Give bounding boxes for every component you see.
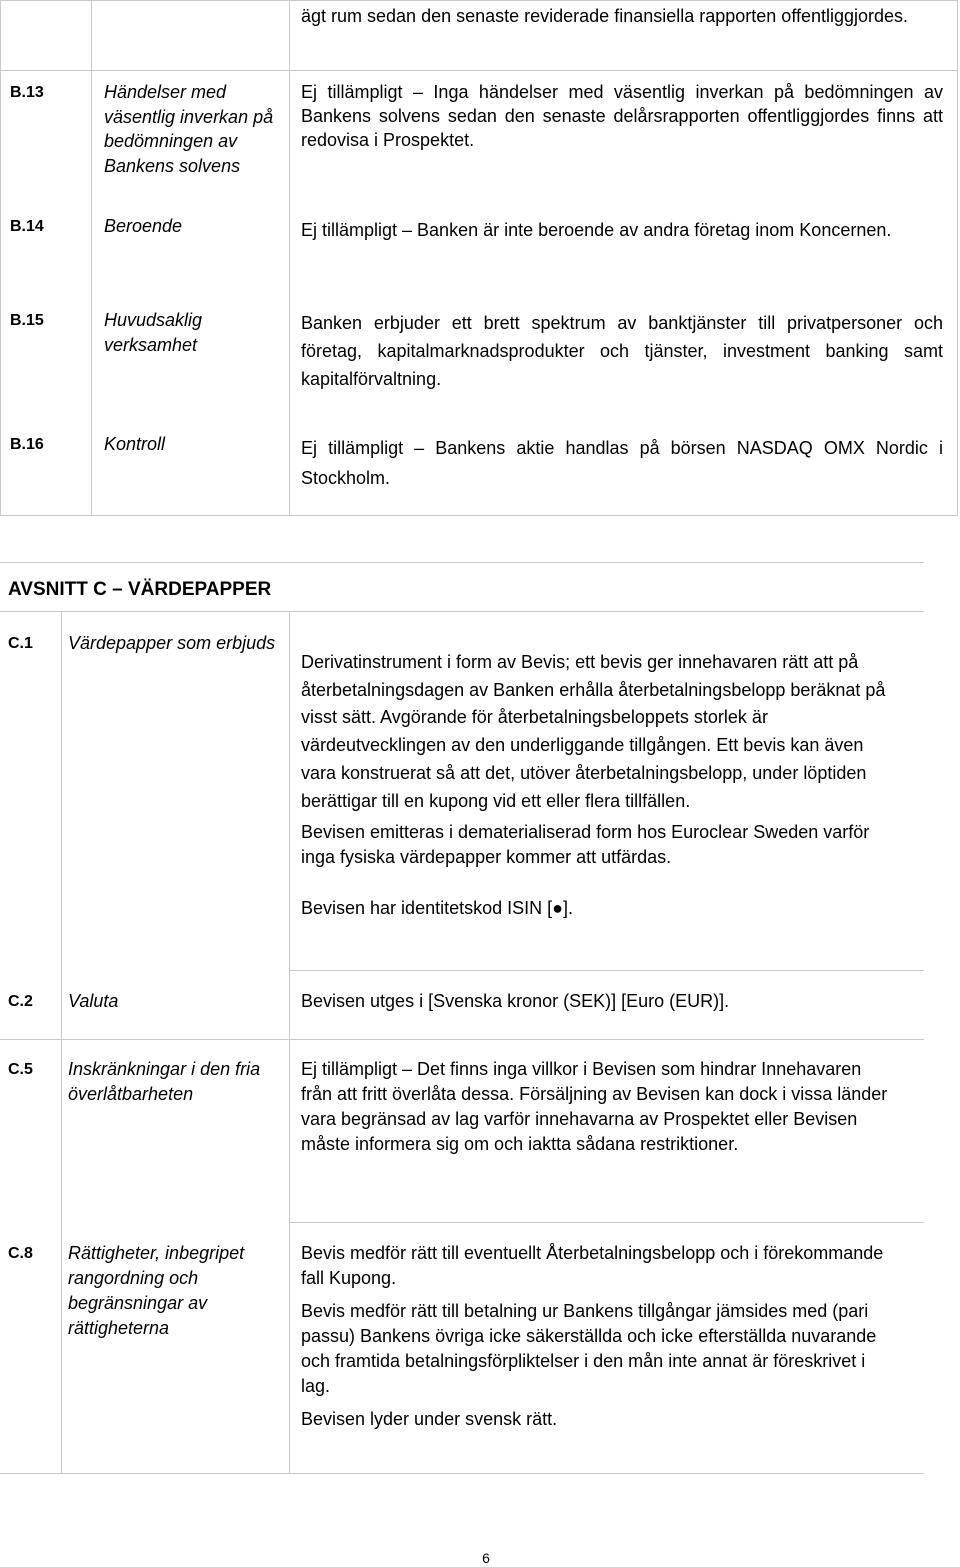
paragraph: Bevisen har identitetskod ISIN [●]. (301, 898, 574, 919)
row-text: Ej tillämpligt – Banken är inte beroende av andra företag inom Koncernen. (301, 220, 892, 240)
section-c-top-rule (0, 562, 924, 563)
paragraph: Bevis medför rätt till betalning ur Bankens tillgångar jämsides med (pari passu) Bankens övriga icke säkerställda och icke efterställda nuvarande och framtida betalningsförpliktelser i den mån inte annat är föreskrivet i lag. (301, 1301, 877, 1396)
row-code: B.16 (10, 436, 44, 453)
row-code: C.2 (8, 993, 33, 1010)
row-code: C.5 (8, 1061, 33, 1078)
paragraph: Ej tillämpligt – Det finns inga villkor i Bevisen som hindrar Innehavaren från att fritt överlåta dessa. Försäljning av Bevisen kan dock i vissa länder vara begränsad av lag varför innehavarna av Prospektet eller Bevisen måste informera sig om och iaktta sådana restriktioner. (301, 1059, 888, 1154)
row-label: Händelser med väsentlig inverkan på bedömningen av Bankens solvens (104, 82, 274, 176)
row-label: Beroende (104, 216, 183, 236)
page-number: 6 (482, 1550, 490, 1566)
row-text (301, 649, 901, 921)
row-label: Inskränkningar i den fria överlåtbarheten (68, 1059, 261, 1104)
paragraph: Bevisen lyder under svensk rätt. (301, 1409, 558, 1429)
row-text (301, 989, 921, 1014)
row-text: Ej tillämpligt – Bankens aktie handlas på börsen NASDAQ OMX Nordic i Stockholm. (301, 438, 943, 488)
row-text (301, 1057, 891, 1157)
row-label: Huvudsaklig verksamhet (104, 310, 203, 355)
row-code: B.13 (10, 84, 44, 101)
row-text (301, 1241, 891, 1432)
section-c-heading: AVSNITT C – VÄRDEPAPPER (8, 579, 272, 600)
row-code: B.14 (10, 218, 44, 235)
row-text: Banken erbjuder ett brett spektrum av banktjänster till privatpersoner och företag, kapitalmarknadsprodukter och tjänster, investment banking samt kapitalförvaltning. (301, 313, 943, 389)
paragraph: Bevisen utges i [Svenska kronor (SEK)] [Euro (EUR)]. (301, 991, 730, 1011)
row-text: Ej tillämpligt – Inga händelser med väsentlig inverkan på bedömningen av Bankens solvens sedan den senaste delårsrapporten offentliggjordes finns att redovisa i Prospektet. (301, 82, 943, 150)
row-label: Rättigheter, inbegripet rangordning och begränsningar av rättigheterna (68, 1243, 245, 1338)
row-label: Valuta (68, 991, 119, 1011)
top-row-text: ägt rum sedan den senaste reviderade finansiella rapporten offentliggjordes. (301, 6, 909, 26)
paragraph: Bevisen emitteras i dematerialiserad form hos Euroclear Sweden varför inga fysiska värdepapper kommer att utfärdas. (301, 822, 870, 868)
row-code: C.1 (8, 635, 33, 652)
paragraph: Bevis medför rätt till eventuellt Återbetalningsbelopp och i förekommande fall Kupong. (301, 1243, 884, 1288)
row-label: Kontroll (104, 434, 166, 454)
paragraph: Derivatinstrument i form av Bevis; ett bevis ger innehavaren rätt att på återbetalningsdagen av Banken erhålla återbetalningsbelopp beräknat på visst sätt. Avgörande för återbetalningsbeloppets storlek är värdeutvecklingen av den underliggande tillgången. Ett bevis kan även vara konstruerat så att det, utöver återbetalningsbelopp, under löptiden berättigar till en kupong vid ett eller flera tillfällen. (301, 652, 886, 811)
row-code: C.8 (8, 1245, 33, 1262)
row-label: Värdepapper som erbjuds (68, 633, 276, 653)
row-code: B.15 (10, 312, 44, 329)
